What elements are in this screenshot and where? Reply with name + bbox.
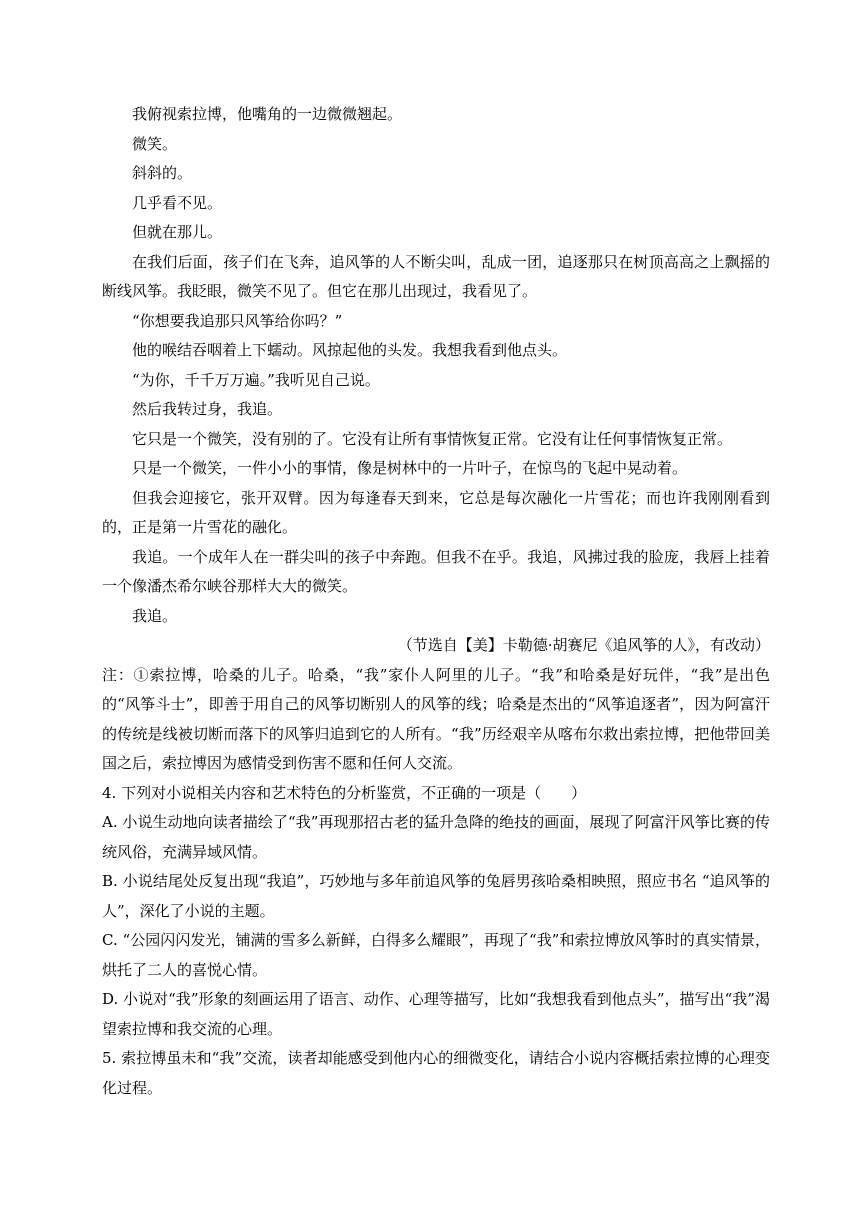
passage-paragraph: 只是一个微笑，一件小小的事情，像是树林中的一片叶子，在惊鸟的飞起中晃动着。 [132,459,688,477]
question-4-option-b: B. 小说结尾处反复出现“我追”，巧妙地与多年前追风筝的兔唇男孩哈桑相映照，照应书名 “追风筝的人”，深化了小说的主题。 [102,872,770,920]
question-4-option-c: C. “公园闪闪发光，铺满的雪多么新鲜，白得多么耀眼”，再现了“我”和索拉博放风筝时的真实情景，烘托了二人的喜悦心情。 [102,931,770,979]
passage-paragraph: “你想要我追那只风筝给你吗？” [132,311,343,330]
question-4-option-a: A. 小说生动地向读者描绘了“我”再现那招古老的猛升急降的绝技的画面，展现了阿富汗风筝比赛的传统风俗，充满异域风情。 [102,813,770,861]
passage-paragraph: 在我们后面，孩子们在飞奔，追风筝的人不断尖叫，乱成一团，追逐那只在树顶高高之上飘摇的断线风筝。我眨眼，微笑不见了。但它在那儿出现过，我看见了。 [102,252,770,300]
passage-paragraph: “为你，千千万万遍。”我听见自己说。 [132,370,380,389]
passage-paragraph: 我俯视索拉博，他嘴角的一边微微翘起。 [132,105,403,123]
question-4-option-d: D. 小说对“我”形象的刻画运用了语言、动作、心理等描写，比如“我想我看到他点头”，描写出“我”渴望索拉博和我交流的心理。 [102,990,770,1038]
question-4-stem: 4. 下列对小说相关内容和艺术特色的分析鉴赏，不正确的一项是（ ） [102,783,587,802]
source-citation: （节选自【美】卡勒德·胡赛尼《追风筝的人》，有改动） [397,636,770,654]
question-5: 5. 索拉博虽未和“我”交流，读者却能感受到他内心的细微变化，请结合小说内容概括索拉博的心理变化过程。 [102,1049,770,1097]
passage-paragraph: 我追。一个成年人在一群尖叫的孩子中奔跑。但我不在乎。我追，风拂过我的脸庞，我唇上挂着一个像潘杰希尔峡谷那样大大的微笑。 [102,547,770,595]
passage-paragraph: 几乎看不见。 [132,193,223,212]
passage-paragraph: 斜斜的。 [132,164,193,182]
passage-paragraph: 我追。 [132,606,178,625]
passage-paragraph: 然后我转过身，我追。 [132,400,283,418]
passage-paragraph: 它只是一个微笑，没有别的了。它没有让所有事情恢复正常。它没有让任何事情恢复正常。 [132,429,733,448]
passage-paragraph: 但就在那儿。 [132,223,223,241]
passage-paragraph: 但我会迎接它，张开双臂。因为每逢春天到来，它总是每次融化一片雪花；而也许我刚刚看到的，正是第一片雪花的融化。 [102,488,770,536]
passage-paragraph: 微笑。 [132,134,178,153]
footnote: 注：①索拉博，哈桑的儿子。哈桑，“我”家仆人阿里的儿子。“我”和哈桑是好玩伴，“我”是出色的“风筝斗士”，即善于用自己的风筝切断别人的风筝的线；哈桑是杰出的“风筝追逐者”，因为阿富汗的传统是线被切断而落下的风筝归追到它的人所有。“我”历经艰辛从喀布尔救出索拉博，把他带回美国之后，索拉博因为感情受到伤害不愿和任何人交流。 [102,665,770,772]
passage-paragraph: 他的喉结吞咽着上下蠕动。风掠起他的头发。我想我看到他点头。 [132,341,568,359]
document-body [102,100,770,1103]
